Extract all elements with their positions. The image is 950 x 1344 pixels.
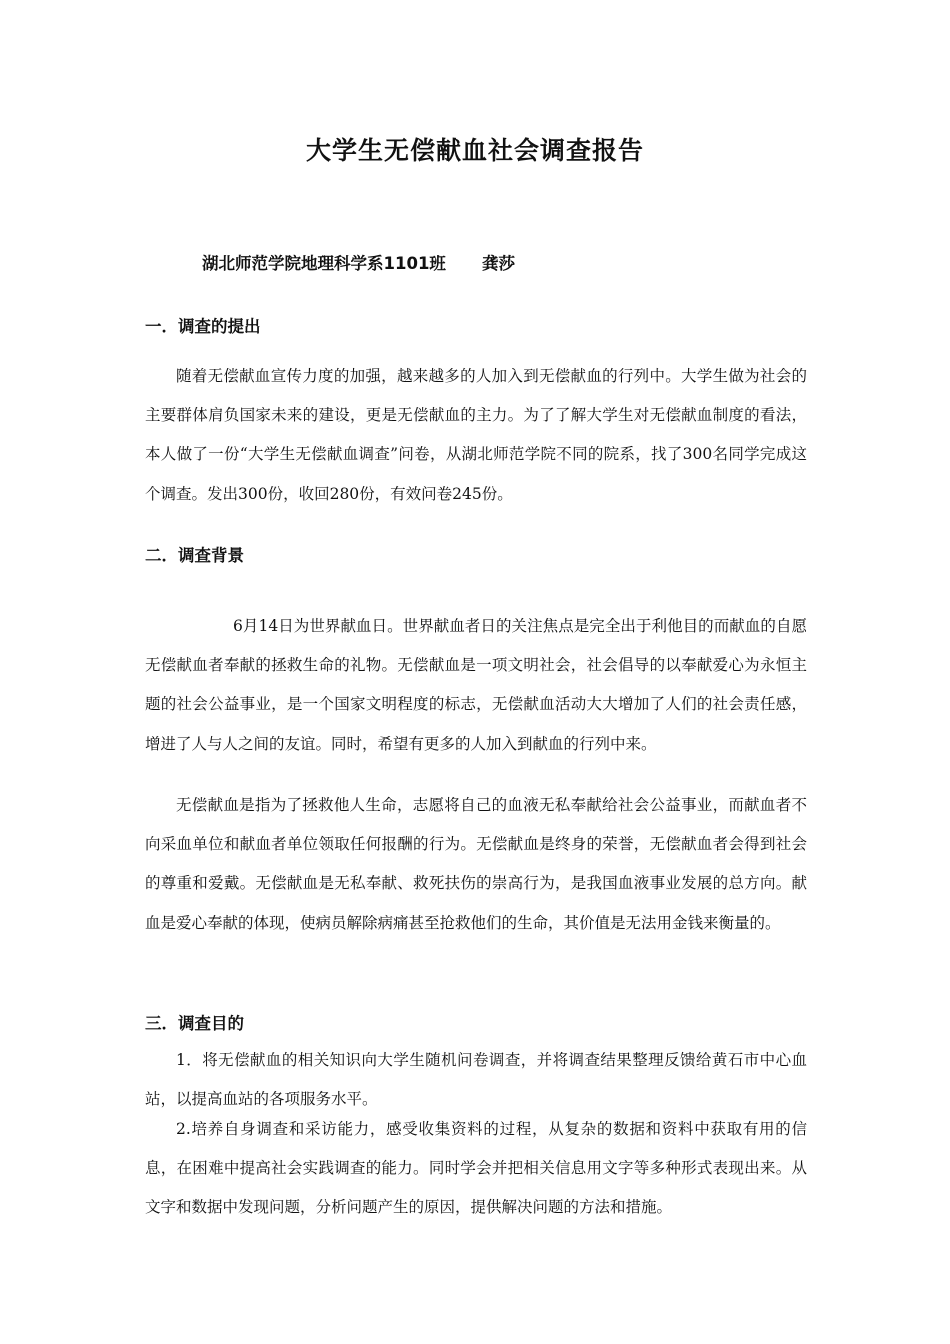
section-paragraph: 随着无偿献血宣传力度的加强，越来越多的人加入到无偿献血的行列中。大学生做为社会的主要群体肩负国家未来的建设，更是无偿献血的主力。为了了解大学生对无偿献血制度的看法，本人做了一份“大学生无偿献血调查”问卷，从湖北师范学院不同的院系，找了300名同学完成这个调查。发出300份，收回280份，有效问卷245份。	[145, 367, 807, 503]
section-heading-background: 二．调查背景	[145, 546, 244, 565]
section-heading-proposal: 一．调查的提出	[145, 317, 261, 336]
author-name: 龚莎	[481, 254, 515, 273]
section-paragraph: 1．将无偿献血的相关知识向大学生随机问卷调查，并将调查结果整理反馈给黄石市中心血站，以提高血站的各项服务水平。	[145, 1051, 807, 1109]
section-paragraph: 2.培养自身调查和采访能力，感受收集资料的过程，从复杂的数据和资料中获取有用的信息，在困难中提高社会实践调查的能力。同时学会并把相关信息用文字等多种形式表现出来。从文字和数据中发现问题，分析问题产生的原因，提供解决问题的方法和措施。	[145, 1120, 807, 1217]
section-heading-purpose: 三．调查目的	[145, 1014, 244, 1033]
section-paragraph: 6月14日为世界献血日。世界献血者日的关注焦点是完全出于利他目的而献血的自愿无偿献血者奉献的拯救生命的礼物。无偿献血是一项文明社会，社会倡导的以奉献爱心为永恒主题的社会公益事业，是一个国家文明程度的标志，无偿献血活动大大增加了人们的社会责任感，增进了人与人之间的友谊。同时，希望有更多的人加入到献血的行列中来。	[145, 617, 807, 753]
author-affiliation: 湖北师范学院地理科学系1101班	[202, 254, 446, 273]
author-line	[202, 250, 515, 278]
document-title: 大学生无偿献血社会调查报告	[305, 136, 644, 165]
section-paragraph: 无偿献血是指为了拯救他人生命，志愿将自己的血液无私奉献给社会公益事业，而献血者不向采血单位和献血者单位领取任何报酬的行为。无偿献血是终身的荣誉，无偿献血者会得到社会的尊重和爱戴。无偿献血是无私奉献、救死扶伤的崇高行为，是我国血液事业发展的总方向。献血是爱心奉献的体现，使病员解除病痛甚至抢救他们的生命，其价值是无法用金钱来衡量的。	[145, 796, 807, 932]
